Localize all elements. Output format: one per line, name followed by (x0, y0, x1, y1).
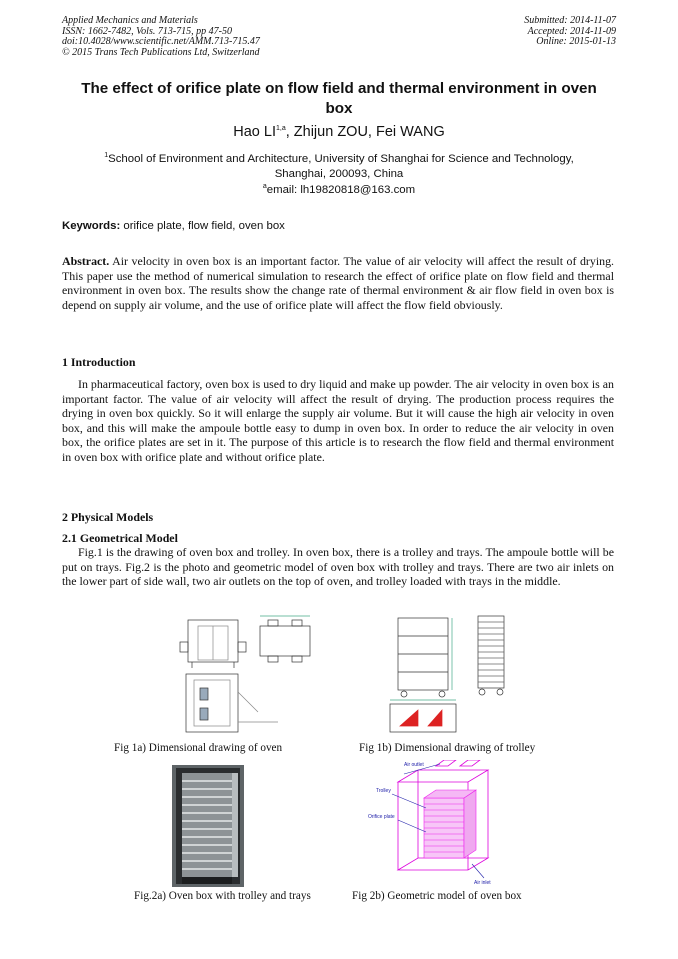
paper-title: The effect of orifice plate on flow field and thermal environment in oven box (81, 80, 597, 117)
online-date: Online: 2015-01-13 (536, 36, 616, 48)
figure-2b-geometric-model (368, 760, 508, 888)
geometric-model-illustration (368, 760, 508, 888)
figure-2b-caption: Fig 2b) Geometric model of oven box (352, 890, 522, 902)
author-list: Hao LI$^{1,a}$, Zhijun ZOU, Fei WANG (233, 124, 445, 140)
subsection-heading-geometrical-model: 2.1 Geometrical Model (62, 531, 178, 545)
figure-1b-caption: Fig 1b) Dimensional drawing of trolley (359, 742, 536, 754)
copyright-line: © 2015 Trans Tech Publications Ltd, Switzerland (62, 46, 260, 58)
submitted-date: Submitted: 2014-11-07 (524, 15, 616, 26)
author-email: $^a$email: lh19820818@163.com (262, 183, 416, 196)
journal-header-right (524, 16, 616, 48)
air-inlet-label: Air inlet (474, 880, 491, 886)
figure-2a-oven-photo (172, 765, 244, 887)
orifice-plate-label: Orifice plate (368, 814, 395, 820)
oven-photo-illustration (172, 765, 244, 887)
figure-1a-oven-drawing (178, 612, 338, 740)
oven-drawing-illustration (178, 612, 338, 740)
abstract: Abstract. Air velocity in oven box is an important factor. The value of air velocity will affect the result of drying. This paper use the method of numerical simulation to research the effect of orifice plate on flow field and thermal environment in oven box. The results show the change rate of thermal environment & air flow field in oven box is depend on supply air volume, and the use of orifice plate will affect the flow field obviously. (62, 254, 614, 312)
section-heading-physical-models: 2 Physical Models (62, 510, 154, 524)
journal-header-left (62, 16, 260, 58)
section-heading-introduction: 1 Introduction (62, 355, 136, 369)
journal-name: Applied Mechanics and Materials (62, 15, 198, 26)
figure-2a-caption: Fig.2a) Oven box with trolley and trays (134, 890, 311, 902)
figure-1b-trolley-drawing (380, 612, 520, 738)
trolley-label: Trolley (376, 788, 391, 794)
air-outlet-label: Air outlet (404, 762, 424, 768)
doi-line: doi:10.4028/www.scientific.net/AMM.713-715.47 (62, 36, 260, 48)
introduction-text: In pharmaceutical factory, oven box is used to dry liquid and make up powder. The air velocity in oven box is an important factor. The value of air velocity will affect the result of drying. The production process requires the drying in oven box quickly. So it will enlarge the supply air volume. But it will cause the high air velocity in oven box, and this will make the ampoule bottle easy to dump in oven box. In order to reduce the air velocity in oven box, the orifice plates are set in it. The purpose of this article is to research the flow field and thermal environment in oven box with orifice plate and without orifice plate. (62, 377, 614, 464)
issn-line: ISSN: 1662-7482, Vols. 713-715, pp 47-50 (62, 25, 232, 37)
keywords: Keywords: orifice plate, flow field, oven box (62, 220, 285, 232)
accepted-date: Accepted: 2014-11-09 (527, 25, 616, 37)
geometrical-model-text: Fig.1 is the drawing of oven box and trolley. In oven box, there is a trolley and trays. The ampoule bottle will be put on trays. Fig.2 is the photo and geometric model of oven box with trolley and trays. There are two air inlets on the lower part of side wall, two air outlets on the top of oven, and trolley loaded with trays in the middle. (62, 545, 614, 588)
affiliation: $^1$School of Environment and Architecture, University of Shanghai for Science and Technology, Shanghai, 200093, China (104, 152, 574, 180)
figure-1a-caption: Fig 1a) Dimensional drawing of oven (114, 742, 283, 754)
trolley-drawing-illustration (380, 612, 520, 738)
